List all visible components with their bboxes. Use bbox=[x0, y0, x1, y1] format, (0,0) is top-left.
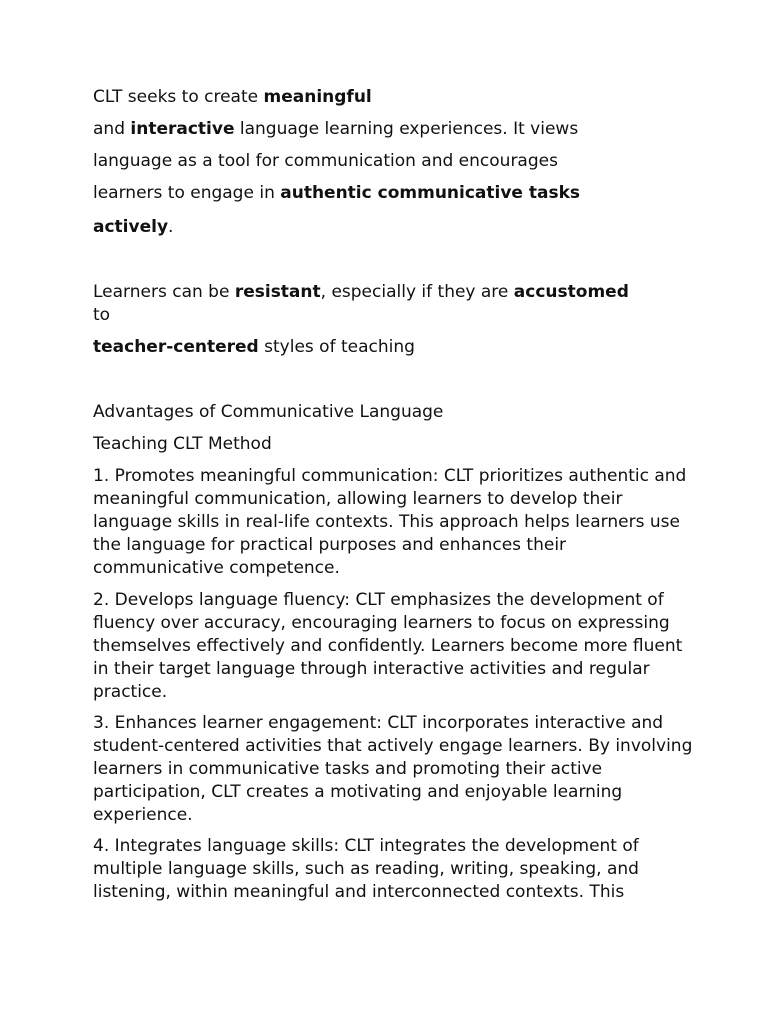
intro-bold: actively bbox=[93, 217, 169, 237]
intro-line-2 bbox=[93, 118, 578, 140]
intro-text: and bbox=[93, 119, 131, 139]
intro-text: . bbox=[168, 217, 174, 237]
intro-text: learners to engage in bbox=[93, 183, 281, 203]
intro-text: language learning experiences. It views bbox=[234, 119, 579, 139]
intro-line-1 bbox=[93, 86, 372, 108]
section-heading-line-2: Teaching CLT Method bbox=[93, 434, 272, 454]
resistance-bold: resistant bbox=[234, 282, 321, 302]
intro-line-4 bbox=[93, 182, 580, 204]
resistance-line-2 bbox=[93, 304, 110, 326]
resistance-bold: teacher-centered bbox=[93, 337, 259, 357]
advantage-point-2: 2. Develops language fluency: CLT emphasizes the development of fluency over accuracy, encouraging learners to focus on expressing themselves effectively and confidently. Learners become more fluent in their target language through interactive activities and regular practice. bbox=[93, 590, 683, 702]
advantage-point-4: 4. Integrates language skills: CLT integrates the development of multiple language skills, such as reading, writing, speaking, and listening, within meaningful and interconnected contexts. This bbox=[93, 836, 639, 902]
intro-bold: authentic communicative tasks bbox=[280, 183, 581, 203]
intro-text: CLT seeks to create bbox=[93, 87, 264, 107]
resistance-bold: accustomed bbox=[513, 282, 629, 302]
intro-line-3 bbox=[93, 150, 558, 172]
section-heading-line-1: Advantages of Communicative Language bbox=[93, 402, 444, 422]
intro-bold: meaningful bbox=[263, 87, 372, 107]
resistance-line-1 bbox=[93, 281, 629, 303]
intro-line-5 bbox=[93, 216, 173, 238]
resistance-text: Learners can be bbox=[93, 282, 235, 302]
advantage-point-3: 3. Enhances learner engagement: CLT incorporates interactive and student-centered activities that actively engage learners. By involving learners in communicative tasks and promoting their active participation, CLT creates a motivating and enjoyable learning experience. bbox=[93, 713, 693, 825]
resistance-text: , especially if they are bbox=[320, 282, 514, 302]
advantage-point-1: 1. Promotes meaningful communication: CLT prioritizes authentic and meaningful communication, allowing learners to develop their language skills in real-life contexts. This approach helps learners use the language for practical purposes and enhances their communicative competence. bbox=[93, 466, 687, 578]
resistance-text: to bbox=[93, 305, 111, 325]
intro-text: language as a tool for communication and encourages bbox=[93, 151, 558, 171]
resistance-text: styles of teaching bbox=[258, 337, 415, 357]
intro-bold: interactive bbox=[130, 119, 235, 139]
resistance-line-3 bbox=[93, 336, 415, 358]
